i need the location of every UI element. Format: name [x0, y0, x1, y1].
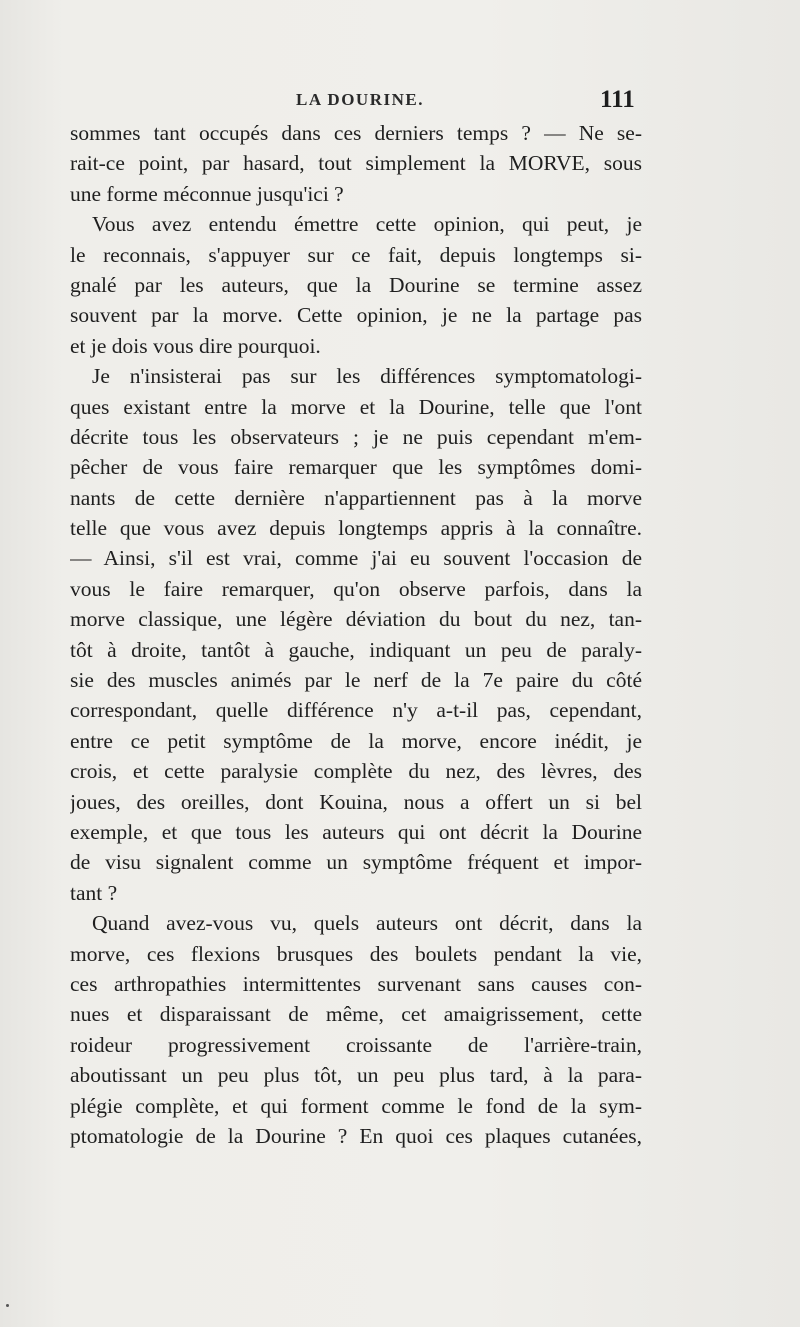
text-line: morve, ces flexions brusques des boulets pendant la vie, — [70, 941, 642, 966]
text-line: souvent par la morve. Cette opinion, je ne la partage pas — [70, 303, 642, 328]
text-line: exemple, et que tous les auteurs qui ont décrit la Dourine — [70, 819, 642, 844]
text-line: nants de cette dernière n'appartiennent pas à la morve — [70, 485, 642, 510]
text-line: — Ainsi, s'il est vrai, comme j'ai eu souvent l'occasion de — [70, 546, 642, 571]
text-line: de visu signalent comme un symptôme fréquent et impor- — [70, 850, 642, 875]
text-line: le reconnais, s'appuyer sur ce fait, depuis longtemps si- — [70, 242, 642, 267]
running-head — [0, 86, 800, 116]
text-line: Quand avez-vous vu, quels auteurs ont décrit, dans la — [92, 911, 642, 936]
text-line: une forme méconnue jusqu'ici ? — [70, 181, 344, 206]
text-line: décrite tous les observateurs ; je ne puis cependant m'em- — [70, 424, 642, 449]
text-line: morve classique, une légère déviation du bout du nez, tan- — [70, 607, 642, 632]
text-line: pêcher de vous faire remarquer que les symptômes domi- — [70, 455, 642, 480]
text-line: tôt à droite, tantôt à gauche, indiquant un peu de paraly- — [70, 637, 642, 662]
text-line: entre ce petit symptôme de la morve, encore inédit, je — [70, 728, 642, 753]
text-line: tant ? — [70, 880, 118, 905]
text-line: ques existant entre la morve et la Dourine, telle que l'ont — [70, 394, 642, 419]
paper-speck — [6, 1304, 9, 1307]
text-line: roideur progressivement croissante de l'arrière-train, — [70, 1032, 642, 1057]
text-line: joues, des oreilles, dont Kouina, nous a offert un si bel — [70, 789, 642, 814]
text-line: crois, et cette paralysie complète du nez, des lèvres, des — [70, 759, 642, 784]
text-line: nues et disparaissant de même, cet amaigrissement, cette — [70, 1002, 642, 1027]
text-line: sommes tant occupés dans ces derniers temps ? — Ne se- — [70, 121, 642, 145]
text-line: ptomatologie de la Dourine ? En quoi ces plaques cutanées, — [70, 1123, 642, 1148]
body-text — [70, 118, 642, 1151]
text-line: plégie complète, et qui forment comme le fond de la sym- — [70, 1093, 642, 1118]
text-line: gnalé par les auteurs, que la Dourine se termine assez — [70, 272, 642, 297]
text-line: aboutissant un peu plus tôt, un peu plus tard, à la para- — [70, 1063, 642, 1088]
text-line: sie des muscles animés par le nerf de la 7e paire du côté — [70, 668, 642, 693]
text-line: vous le faire remarquer, qu'on observe parfois, dans la — [70, 576, 642, 601]
text-line: correspondant, quelle différence n'y a-t-il pas, cependant, — [70, 698, 642, 723]
text-line: ces arthropathies intermittentes survenant sans causes con- — [70, 971, 642, 996]
running-title: LA DOURINE. — [296, 90, 424, 109]
text-line: Je n'insisterai pas sur les différences symptomatologi- — [92, 364, 642, 389]
text-line: rait-ce point, par hasard, tout simplement la MORVE, sous — [70, 151, 642, 176]
text-line: et je dois vous dire pourquoi. — [70, 333, 321, 358]
page-number: 111 — [600, 86, 635, 113]
text-line: Vous avez entendu émettre cette opinion, qui peut, je — [92, 212, 642, 237]
text-line: telle que vous avez depuis longtemps appris à la connaître. — [70, 516, 642, 541]
